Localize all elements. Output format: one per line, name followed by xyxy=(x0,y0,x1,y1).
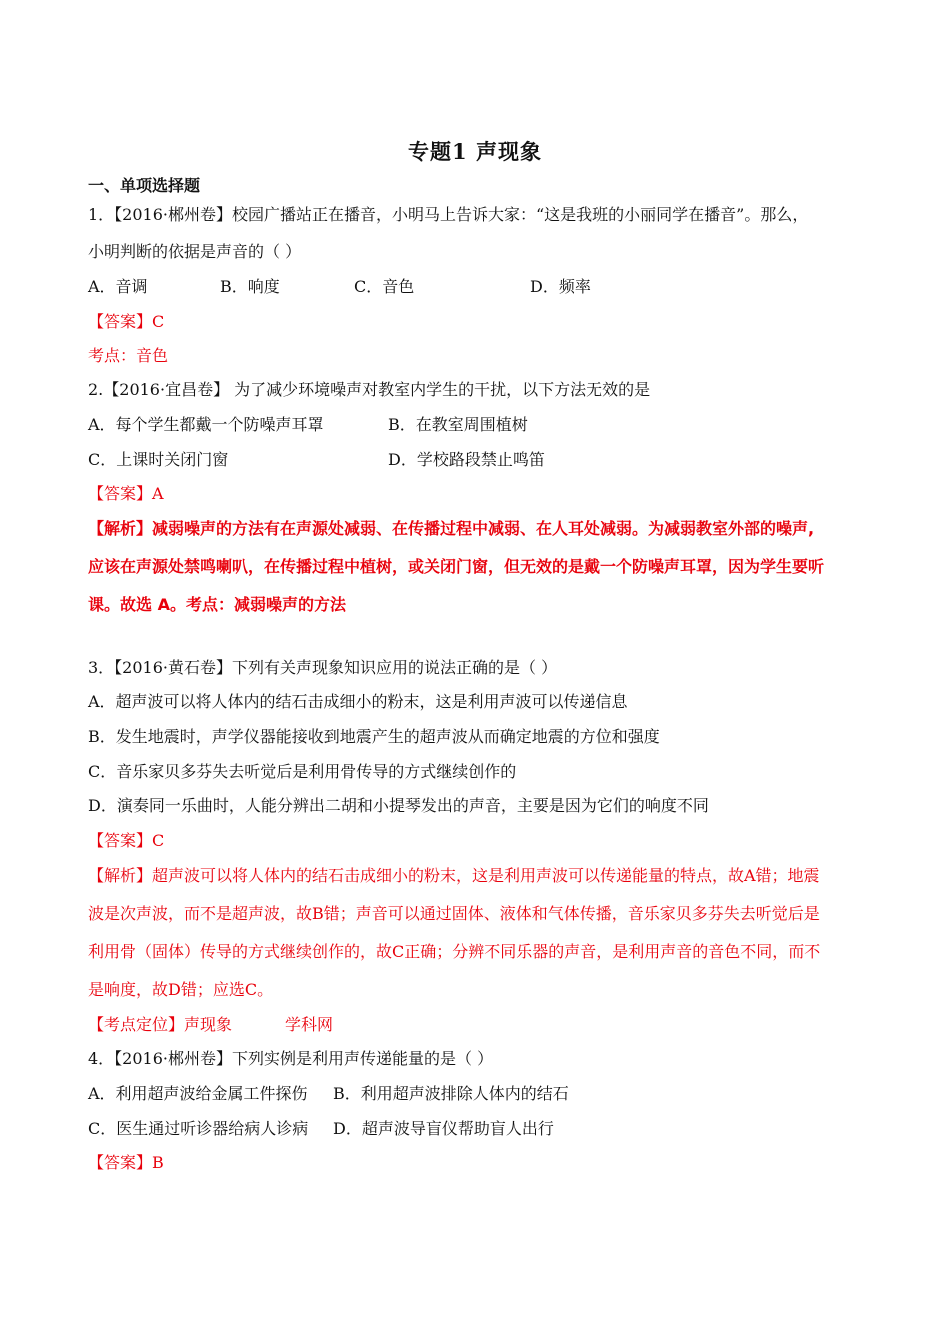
q3-kaodian: 【考点定位】声现象 xyxy=(88,1015,233,1034)
q4-answer: 【答案】B xyxy=(88,1153,164,1172)
q3-stem: 3．【2016·黄石卷】下列有关声现象知识应用的说法正确的是（ ） xyxy=(88,658,558,677)
q1-kaodian: 考点：音色 xyxy=(88,346,169,365)
q4-option-d: D．超声波导盲仪帮助盲人出行 xyxy=(333,1119,554,1138)
q1-stem-line2: 小明判断的依据是声音的（ ） xyxy=(88,242,302,261)
q1-option-b: B．响度 xyxy=(220,277,280,296)
q2-option-b: B．在教室周围植树 xyxy=(388,415,528,434)
q4-option-c: C．医生通过听诊器给病人诊病 xyxy=(88,1119,309,1138)
q4-option-b: B．利用超声波排除人体内的结石 xyxy=(333,1084,569,1103)
q3-analysis-line1: 【解析】超声波可以将人体内的结石击成细小的粉末，这是利用声波可以传递能量的特点，故A错；地震 xyxy=(88,866,820,885)
q1-answer: 【答案】C xyxy=(88,312,165,331)
q3-analysis-line2: 波是次声波，而不是超声波，故B错；声音可以通过固体、液体和气体传播，音乐家贝多芬失去听觉后是 xyxy=(88,904,820,923)
q2-option-a: A．每个学生都戴一个防噪声耳罩 xyxy=(88,415,324,434)
q3-analysis-line3: 利用骨（固体）传导的方式继续创作的，故C正确；分辨不同乐器的声音，是利用声音的音色不同，而不 xyxy=(88,942,821,961)
q1-option-d: D．频率 xyxy=(530,277,591,296)
section-heading: 一、单项选择题 xyxy=(88,176,201,195)
q2-answer: 【答案】A xyxy=(88,484,164,503)
q2-option-c: C．上课时关闭门窗 xyxy=(88,450,229,469)
q3-option-c: C．音乐家贝多芬失去听觉后是利用骨传导的方式继续创作的 xyxy=(88,762,517,781)
q3-answer: 【答案】C xyxy=(88,831,165,850)
q2-stem: 2.【2016·宜昌卷】 为了减少环境噪声对教室内学生的干扰，以下方法无效的是 xyxy=(88,380,651,399)
q2-analysis-line2: 应该在声源处禁鸣喇叭，在传播过程中植树，或关闭门窗，但无效的是戴一个防噪声耳罩，因为学生要听 xyxy=(88,557,825,576)
q3-analysis-line4: 是响度，故D错；应选C。 xyxy=(88,980,274,999)
watermark-text: 学科网 xyxy=(285,1015,334,1034)
q2-analysis-line3: 课。故选 A。考点：减弱噪声的方法 xyxy=(88,595,346,614)
q4-stem: 4．【2016·郴州卷】下列实例是利用声传递能量的是（ ） xyxy=(88,1049,494,1068)
q3-option-d: D．演奏同一乐曲时，人能分辨出二胡和小提琴发出的声音，主要是因为它们的响度不同 xyxy=(88,796,709,815)
q1-stem-line1: 1．【2016·郴州卷】校园广播站正在播音，小明马上告诉大家：“这是我班的小丽同学在播音”。那么， xyxy=(88,205,809,224)
q2-option-d: D．学校路段禁止鸣笛 xyxy=(388,450,545,469)
q3-option-a: A．超声波可以将人体内的结石击成细小的粉末，这是利用声波可以传递信息 xyxy=(88,692,628,711)
page-title: 专题1 声现象 xyxy=(408,139,542,164)
q4-option-a: A．利用超声波给金属工件探伤 xyxy=(88,1084,308,1103)
q1-option-a: A．音调 xyxy=(88,277,148,296)
q3-option-b: B．发生地震时，声学仪器能接收到地震产生的超声波从而确定地震的方位和强度 xyxy=(88,727,660,746)
q1-option-c: C．音色 xyxy=(354,277,415,296)
q2-analysis-line1: 【解析】减弱噪声的方法有在声源处减弱、在传播过程中减弱、在人耳处减弱。为减弱教室外部的噪声, xyxy=(88,519,815,538)
